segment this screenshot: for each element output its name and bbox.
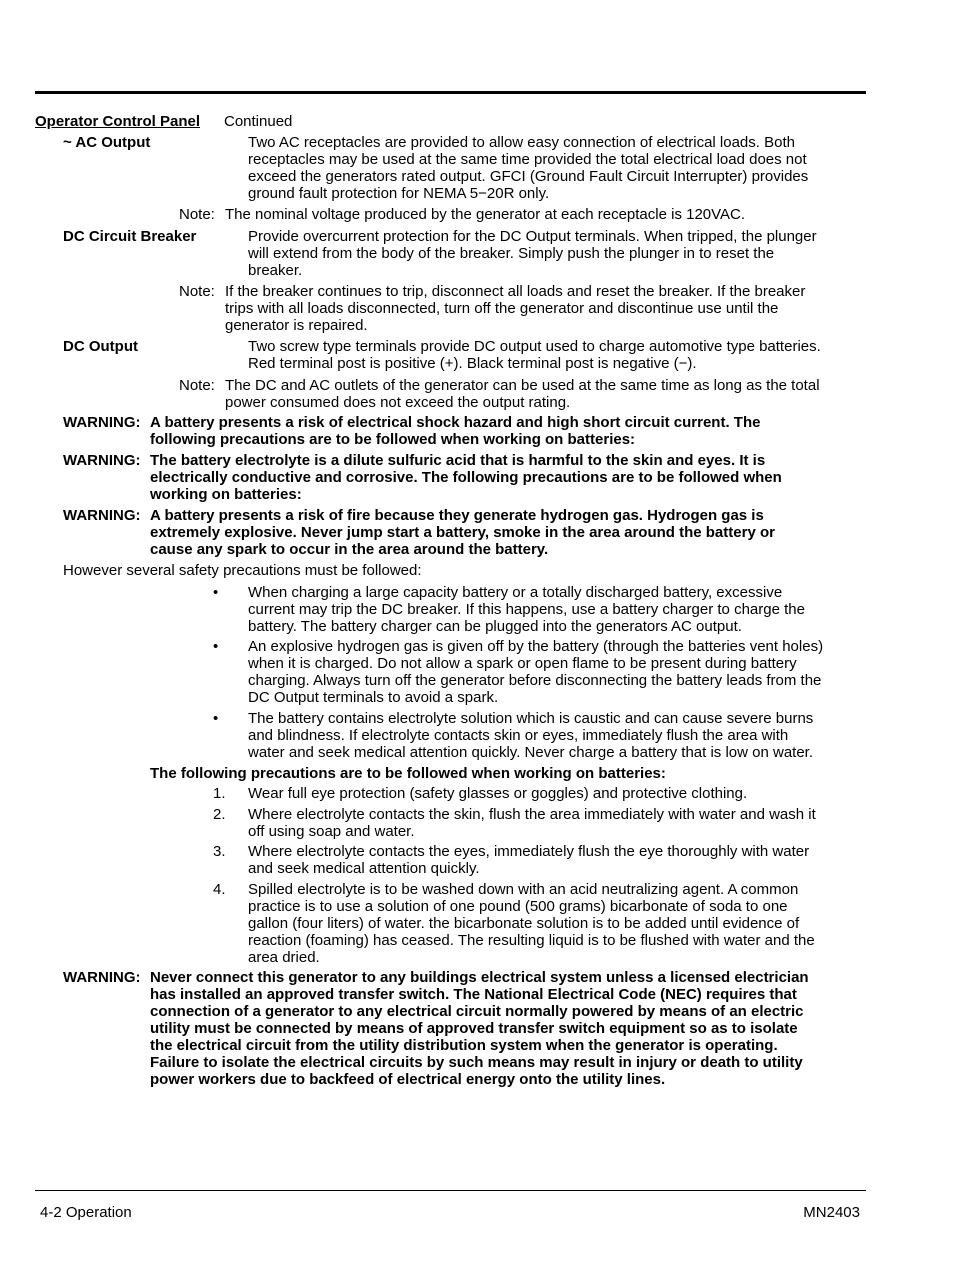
text-line: following precautions are to be followed when working on batteries: xyxy=(150,431,636,448)
step-item xyxy=(248,843,809,877)
dc-breaker-label: DC Circuit Breaker xyxy=(63,228,197,245)
ac-output-text xyxy=(248,134,808,202)
ac-output-note xyxy=(225,206,745,223)
warning-label: WARNING: xyxy=(63,452,141,469)
dc-output-text xyxy=(248,338,821,372)
ac-output-label: ~ AC Output xyxy=(63,134,151,151)
section-title: Operator Control Panel xyxy=(35,113,201,130)
text-line: practice is to use a solution of one pound (500 grams) bicarbonate of soda to one xyxy=(248,898,788,915)
text-line: When charging a large capacity battery or a totally discharged battery, excessive xyxy=(248,584,783,601)
text-line: reaction (foaming) has ceased. The resulting liquid is to be flushed with water and the xyxy=(248,932,815,949)
text-line: when it is charged. Do not allow a spark or open flame to be present during battery xyxy=(248,655,797,672)
text-line: A battery presents a risk of electrical shock hazard and high short circuit current. The xyxy=(150,414,761,431)
text-line: cause any spark to occur in the area around the battery. xyxy=(150,541,549,558)
list-item xyxy=(248,638,823,706)
step-item xyxy=(248,881,815,966)
text-line: power workers due to backfeed of electrical energy onto the utility lines. xyxy=(150,1071,666,1088)
text-line: off using soap and water. xyxy=(248,823,415,840)
bullet-marker: • xyxy=(213,638,219,655)
text-line: battery. The battery charger can be plugged into the generators AC output. xyxy=(248,618,742,635)
warning-label: WARNING: xyxy=(63,414,141,431)
final-warning-text xyxy=(150,969,809,1088)
warning-text xyxy=(150,507,775,558)
step-number: 4. xyxy=(213,881,226,898)
step-number: 1. xyxy=(213,785,226,802)
dc-output-label: DC Output xyxy=(63,338,138,355)
warning-text xyxy=(150,452,782,503)
text-line: and blindness. If electrolyte contacts skin or eyes, immediately flush the area with xyxy=(248,727,789,744)
header-rule xyxy=(35,91,866,94)
text-line: charging. Always turn off the generator before disconnecting the battery leads from the xyxy=(248,672,822,689)
text-line: utility must be connected by means of approved transfer switch equipment so as to isolate xyxy=(150,1020,798,1037)
text-line: Wear full eye protection (safety glasses or goggles) and protective clothing. xyxy=(248,785,748,802)
text-line: extremely explosive. Never jump start a battery, smoke in the area around the battery or xyxy=(150,524,775,541)
step-number: 2. xyxy=(213,806,226,823)
text-line: Two AC receptacles are provided to allow easy connection of electrical loads. Both xyxy=(248,134,795,151)
note-label: Note: xyxy=(179,377,215,394)
text-line: Failure to isolate the electrical circuits by such means may result in injury or death to utility xyxy=(150,1054,803,1071)
text-line: and seek medical attention quickly. xyxy=(248,860,480,877)
step-number: 3. xyxy=(213,843,226,860)
text-line: power consumed does not exceed the output rating. xyxy=(225,394,571,411)
step-item xyxy=(248,806,816,840)
text-line: Red terminal post is positive (+). Black terminal post is negative (−). xyxy=(248,355,697,372)
text-line: DC Output terminals to avoid a spark. xyxy=(248,689,499,706)
text-line: The battery electrolyte is a dilute sulfuric acid that is harmful to the skin and eyes. It is xyxy=(150,452,766,469)
text-line: current may trip the DC breaker. If this happens, use a battery charger to charge the xyxy=(248,601,805,618)
footer-rule xyxy=(35,1190,866,1191)
precautions-heading: The following precautions are to be followed when working on batteries: xyxy=(150,765,666,782)
warning-text xyxy=(150,414,760,448)
text-line: connection of a generator to any electrical circuit normally powered by means of an electric xyxy=(150,1003,804,1020)
text-line: breaker. xyxy=(248,262,303,279)
text-line: An explosive hydrogen gas is given off by the battery (through the batteries vent holes) xyxy=(248,638,824,655)
dc-breaker-note xyxy=(225,283,805,334)
list-item xyxy=(248,710,813,761)
text-line: Two screw type terminals provide DC output used to charge automotive type batteries. xyxy=(248,338,821,355)
footer-doc-number: MN2403 xyxy=(803,1204,860,1221)
precautions-intro: However several safety precautions must be followed: xyxy=(63,562,422,579)
text-line: The DC and AC outlets of the generator can be used at the same time as long as the total xyxy=(225,377,820,394)
text-line: Never connect this generator to any buildings electrical system unless a licensed electrician xyxy=(150,969,809,986)
warning-label: WARNING: xyxy=(63,507,141,524)
note-label: Note: xyxy=(179,206,215,223)
bullet-marker: • xyxy=(213,584,219,601)
text-line: Provide overcurrent protection for the DC Output terminals. When tripped, the plunger xyxy=(248,228,817,245)
step-item xyxy=(248,785,747,802)
warning-label: WARNING: xyxy=(63,969,141,986)
text-line: the electrical circuit from the utility distribution system when the generator is operating. xyxy=(150,1037,778,1054)
note-label: Note: xyxy=(179,283,215,300)
text-line: The battery contains electrolyte solution which is caustic and can cause severe burns xyxy=(248,710,814,727)
text-line: generator is repaired. xyxy=(225,317,368,334)
text-line: ground fault protection for NEMA 5−20R only. xyxy=(248,185,550,202)
text-line: Spilled electrolyte is to be washed down with an acid neutralizing agent. A common xyxy=(248,881,799,898)
text-line: exceed the generators rated output. GFCI (Ground Fault Circuit Interrupter) provides xyxy=(248,168,809,185)
text-line: If the breaker continues to trip, disconnect all loads and reset the breaker. If the breaker xyxy=(225,283,806,300)
dc-breaker-text xyxy=(248,228,817,279)
text-line: Where electrolyte contacts the eyes, immediately flush the eye thoroughly with water xyxy=(248,843,810,860)
text-line: area dried. xyxy=(248,949,320,966)
text-line: gallon (four liters) of water. the bicarbonate solution is to be added until evidence of xyxy=(248,915,800,932)
text-line: has installed an approved transfer switch. The National Electrical Code (NEC) requires that xyxy=(150,986,797,1003)
text-line: Where electrolyte contacts the skin, flush the area immediately with water and wash it xyxy=(248,806,816,823)
text-line: A battery presents a risk of fire because they generate hydrogen gas. Hydrogen gas is xyxy=(150,507,764,524)
list-item xyxy=(248,584,805,635)
dc-output-note xyxy=(225,377,820,411)
text-line: receptacles may be used at the same time provided the total electrical load does not xyxy=(248,151,807,168)
text-line: water and seek medical attention quickly. Never charge a battery that is low on water. xyxy=(248,744,814,761)
text-line: working on batteries: xyxy=(150,486,302,503)
text-line: trips with all loads disconnected, turn off the generator and discontinue use until the xyxy=(225,300,779,317)
bullet-marker: • xyxy=(213,710,219,727)
text-line: The nominal voltage produced by the generator at each receptacle is 120VAC. xyxy=(225,206,746,223)
text-line: will extend from the body of the breaker. Simply push the plunger in to reset the xyxy=(248,245,775,262)
text-line: electrically conductive and corrosive. The following precautions are to be followed when xyxy=(150,469,782,486)
continued-label: Continued xyxy=(224,113,293,130)
footer-page-label: 4-2 Operation xyxy=(40,1204,132,1221)
